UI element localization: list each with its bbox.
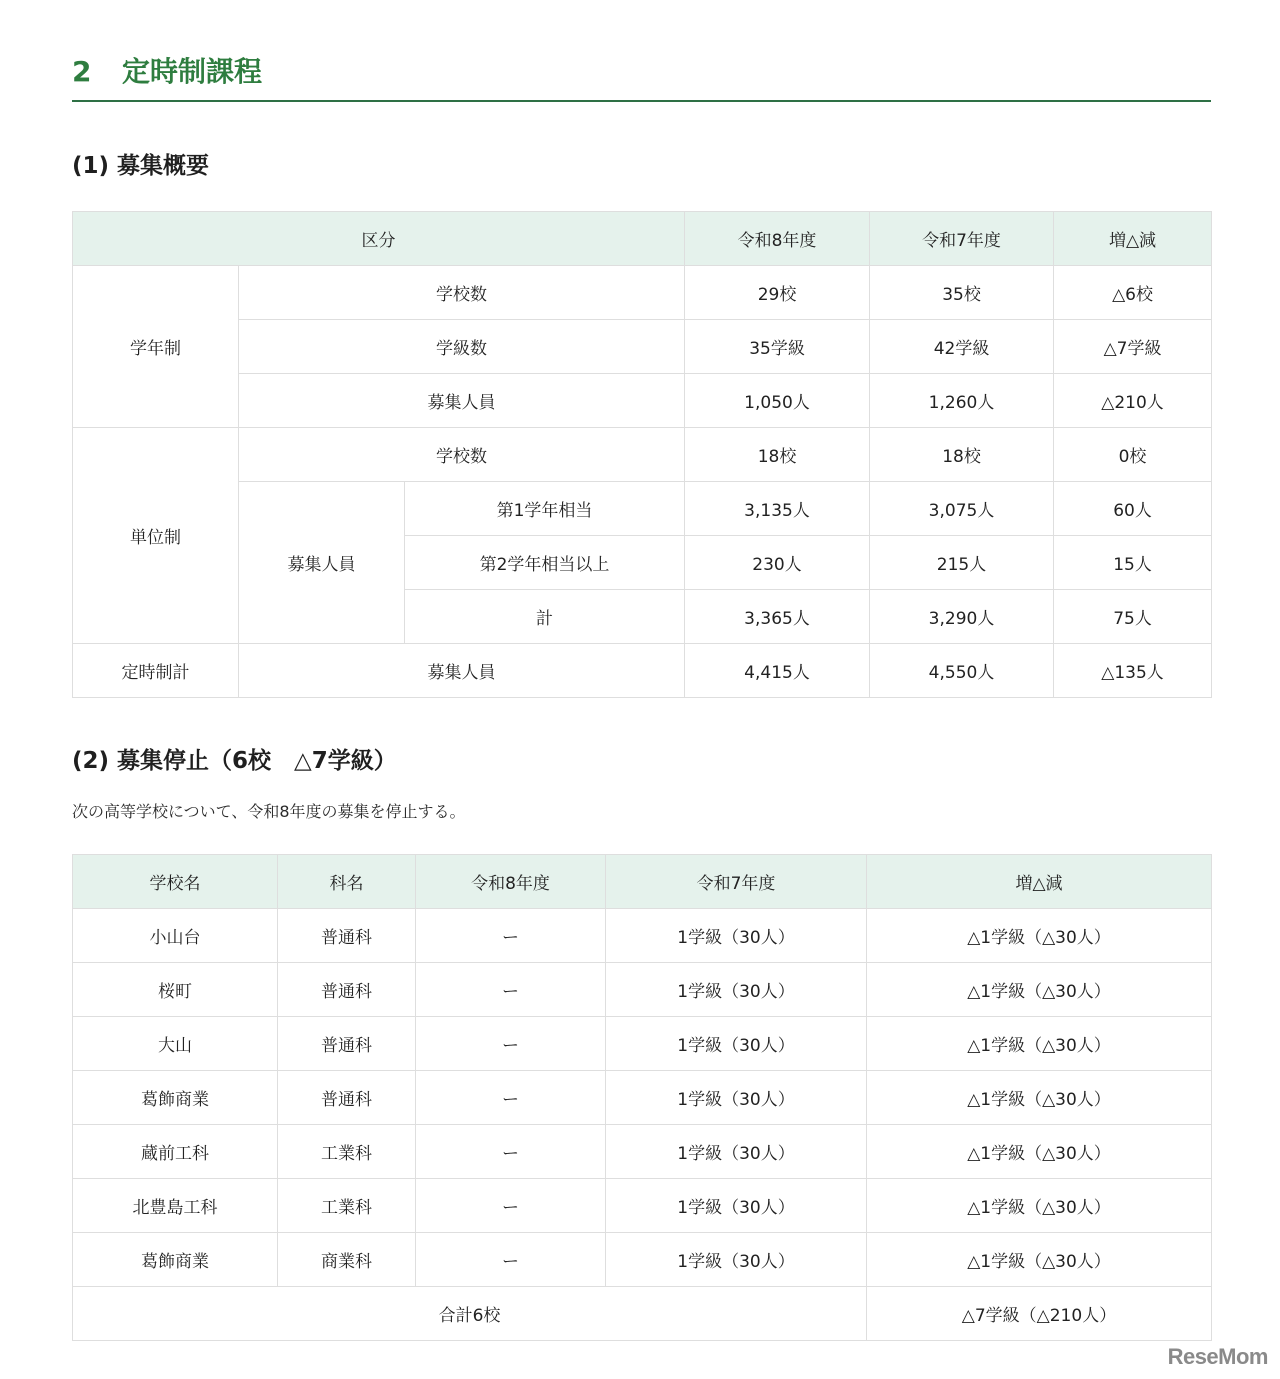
cell-r8: ー — [416, 1017, 606, 1071]
cell-r8: ー — [416, 1179, 606, 1233]
cell-r7: 1学級（30人） — [606, 1233, 867, 1287]
cell-diff: △1学級（△30人） — [867, 1233, 1212, 1287]
cell-diff: 75人 — [1054, 590, 1212, 644]
cell-diff: △1学級（△30人） — [867, 1017, 1212, 1071]
cell-diff: 15人 — [1054, 536, 1212, 590]
row-label: 学校数 — [239, 266, 685, 320]
cell-course: 普通科 — [278, 1017, 416, 1071]
table-header-row — [73, 212, 1212, 266]
cell-course: 商業科 — [278, 1233, 416, 1287]
cell-diff: △135人 — [1054, 644, 1212, 698]
header-diff: 増△減 — [1054, 212, 1212, 266]
cell-r7: 42学級 — [870, 320, 1054, 374]
cell-r8: 35学級 — [685, 320, 870, 374]
row-label: 募集人員 — [239, 644, 685, 698]
cell-r8: ー — [416, 1071, 606, 1125]
cell-school: 小山台 — [73, 909, 278, 963]
cell-r7: 4,550人 — [870, 644, 1054, 698]
header-category: 区分 — [73, 212, 685, 266]
table-row — [73, 1233, 1212, 1287]
cell-r7: 3,290人 — [870, 590, 1054, 644]
cell-school: 桜町 — [73, 963, 278, 1017]
header-r8: 令和8年度 — [416, 855, 606, 909]
cell-school: 葛飾商業 — [73, 1233, 278, 1287]
cell-r7: 35校 — [870, 266, 1054, 320]
cell-course: 普通科 — [278, 909, 416, 963]
cell-r7: 1学級（30人） — [606, 1179, 867, 1233]
cell-r8: 230人 — [685, 536, 870, 590]
cell-r8: ー — [416, 1233, 606, 1287]
summary-table — [72, 211, 1212, 698]
cell-r8: ー — [416, 963, 606, 1017]
cell-diff: △1学級（△30人） — [867, 963, 1212, 1017]
table-row — [73, 428, 1212, 482]
cell-course: 工業科 — [278, 1125, 416, 1179]
suspension-heading: (2) 募集停止（6校 △7学級） — [72, 748, 397, 774]
header-r7: 令和7年度 — [870, 212, 1054, 266]
table-row-total — [73, 1287, 1212, 1341]
cell-school: 葛飾商業 — [73, 1071, 278, 1125]
cell-r8: 29校 — [685, 266, 870, 320]
suspension-lead-text: 次の高等学校について、令和8年度の募集を停止する。 — [72, 802, 466, 821]
cell-course: 工業科 — [278, 1179, 416, 1233]
subgroup-label-recruit: 募集人員 — [239, 482, 405, 644]
cell-r7: 1学級（30人） — [606, 1071, 867, 1125]
row-label: 第1学年相当 — [405, 482, 685, 536]
cell-school: 蔵前工科 — [73, 1125, 278, 1179]
cell-school: 大山 — [73, 1017, 278, 1071]
header-course: 科名 — [278, 855, 416, 909]
cell-r7: 1学級（30人） — [606, 963, 867, 1017]
table-row — [73, 1017, 1212, 1071]
table-row — [73, 482, 1212, 536]
cell-r7: 1学級（30人） — [606, 909, 867, 963]
table-row-total — [73, 644, 1212, 698]
table-row — [73, 266, 1212, 320]
group-label-tani: 単位制 — [73, 428, 239, 644]
row-label: 学校数 — [239, 428, 685, 482]
cell-r8: 3,365人 — [685, 590, 870, 644]
row-label: 計 — [405, 590, 685, 644]
cell-course: 普通科 — [278, 963, 416, 1017]
cell-r7: 18校 — [870, 428, 1054, 482]
cell-r8: ー — [416, 1125, 606, 1179]
cell-diff: △1学級（△30人） — [867, 1071, 1212, 1125]
header-diff: 増△減 — [867, 855, 1212, 909]
row-label: 募集人員 — [239, 374, 685, 428]
cell-school: 北豊島工科 — [73, 1179, 278, 1233]
cell-diff: △1学級（△30人） — [867, 1179, 1212, 1233]
header-school: 学校名 — [73, 855, 278, 909]
total-label: 合計6校 — [73, 1287, 867, 1341]
cell-r7: 1学級（30人） — [606, 1125, 867, 1179]
row-label: 学級数 — [239, 320, 685, 374]
cell-r8: 3,135人 — [685, 482, 870, 536]
cell-course: 普通科 — [278, 1071, 416, 1125]
section-title — [72, 52, 1211, 102]
table-row — [73, 909, 1212, 963]
cell-r8: ー — [416, 909, 606, 963]
table-row — [73, 374, 1212, 428]
section-title-text: 定時制課程 — [122, 55, 263, 88]
cell-r7: 3,075人 — [870, 482, 1054, 536]
cell-r8: 4,415人 — [685, 644, 870, 698]
cell-r7: 215人 — [870, 536, 1054, 590]
cell-diff: 0校 — [1054, 428, 1212, 482]
table-row — [73, 1071, 1212, 1125]
cell-r7: 1,260人 — [870, 374, 1054, 428]
table-row — [73, 320, 1212, 374]
cell-diff: △6校 — [1054, 266, 1212, 320]
table-row — [73, 1125, 1212, 1179]
header-r8: 令和8年度 — [685, 212, 870, 266]
total-diff: △7学級（△210人） — [867, 1287, 1212, 1341]
suspension-table — [72, 854, 1212, 1341]
cell-r8: 1,050人 — [685, 374, 870, 428]
section-number: 2 — [72, 55, 92, 88]
group-label-total: 定時制計 — [73, 644, 239, 698]
cell-diff: △1学級（△30人） — [867, 909, 1212, 963]
table-row — [73, 963, 1212, 1017]
summary-heading: (1) 募集概要 — [72, 153, 210, 179]
cell-diff: △7学級 — [1054, 320, 1212, 374]
header-r7: 令和7年度 — [606, 855, 867, 909]
table-header-row — [73, 855, 1212, 909]
cell-diff: △1学級（△30人） — [867, 1125, 1212, 1179]
cell-r7: 1学級（30人） — [606, 1017, 867, 1071]
cell-diff: 60人 — [1054, 482, 1212, 536]
resemom-logo: ReseMom — [1167, 1344, 1268, 1369]
cell-diff: △210人 — [1054, 374, 1212, 428]
table-row — [73, 1179, 1212, 1233]
row-label: 第2学年相当以上 — [405, 536, 685, 590]
group-label-gakunen: 学年制 — [73, 266, 239, 428]
cell-r8: 18校 — [685, 428, 870, 482]
